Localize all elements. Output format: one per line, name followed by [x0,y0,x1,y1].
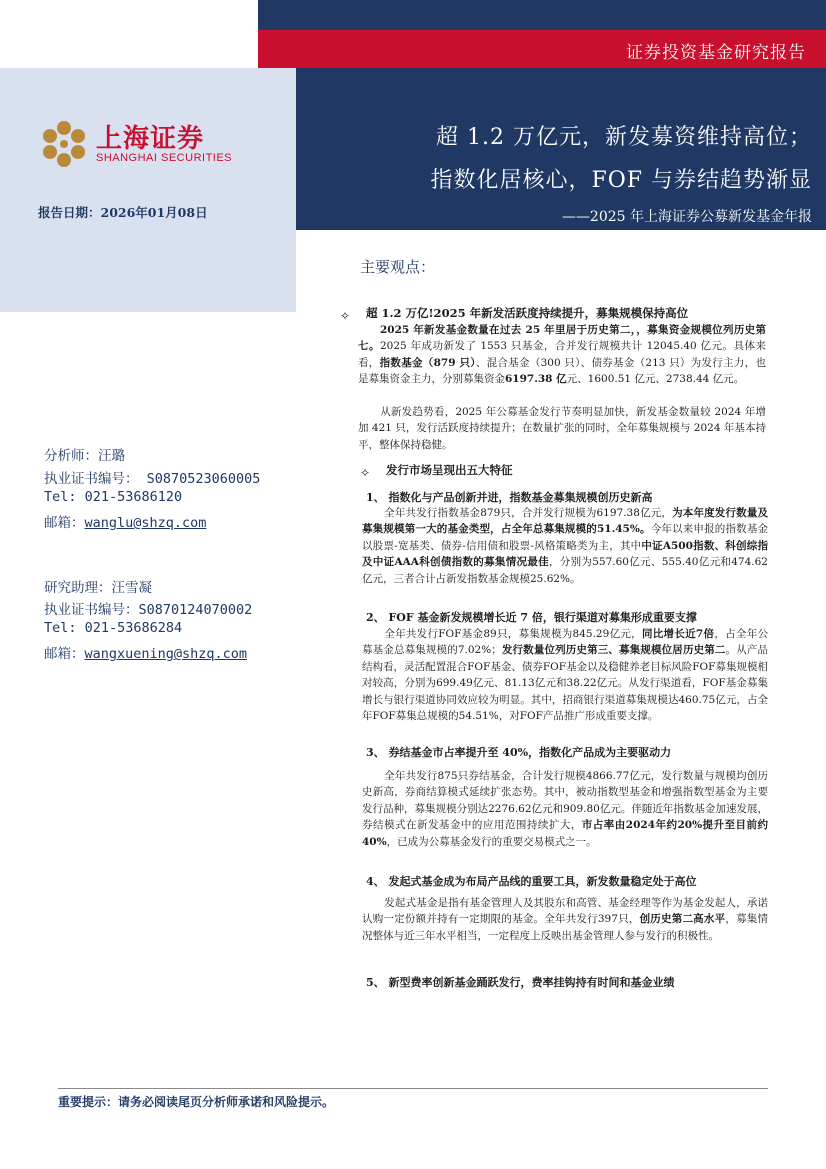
point1-p1-text2: 、混合基金（300 只）、债券基金（213 只）为发行主力，也是募集资金主力，分别募集资金 [358,356,767,386]
point1-p1-bold: 2025 年新发基金数量在过去 25 年里居于历史第二，，募集资金规模位列历史第七。 [358,324,766,353]
feature-1-text-d: 中证A500指数、科创综指及中证AAA科创债指数的募集情况最佳 [362,539,768,569]
report-title-line2: 指数化居核心，FOF 与券结趋势渐显 [430,168,812,193]
report-subtitle: ——2025 年上海证券公募新发基金年报 [561,209,812,225]
feature-3-text-c: ，已成为公募基金发行的重要交易模式之一。 [386,835,597,848]
point2-title: 发行市场呈现出五大特征 [386,463,513,477]
feature-4-heading: 4、 发起式基金成为布局产品线的重要工具，新发数量稳定处于高位 [366,875,697,888]
analyst-2-role: 研究助理：汪雪凝 [44,580,152,596]
analyst-1-role: 分析师：汪璐 [44,448,125,464]
footer-divider [58,1088,768,1089]
feature-2-text-c: ，占全年公募基金总募集规模的7.02%； [362,628,769,657]
point1-paragraph1 [358,322,766,388]
diamond-bullet-icon: ✧ [340,309,351,323]
feature-3-text-b: 市占率由2024年约20%提升至目前约40% [362,819,769,848]
analyst-2-email-link[interactable]: wangxuening@shzq.com [84,646,248,662]
feature-1-text-a: 全年共发行指数基金879只，合并发行规模为6197.38亿元， [384,507,673,519]
analyst-2-tel: Tel: 021-53686284 [44,620,183,636]
header-banner-text: 证券投资基金研究报告 [626,43,806,63]
feature-1-text-b: 为本年度发行数量及募集规模第一大的基金类型，占全年总募集规模的51.45%。 [362,507,768,536]
logo-rings-icon [40,120,88,168]
feature-3-text-a: 全年共发行875只券结基金，合计发行规模4866.77亿元，发行数量与规模均创历史新高，券商结算模式延续扩张态势。其中，被动指数型基金和增强指数型基金为主要发行品种，募集规模分别达2276.62亿元和909.80亿元。伴随近年指数基金加速发展，券结模式在新发基金中的应用范围持续扩大， [362,770,768,832]
feature-2-text-d: 发行数量位列历史第三、募集规模位居历史第二 [501,644,726,657]
report-date: 报告日期：2026年01月08日 [38,205,208,220]
feature-3-paragraph [362,768,768,850]
feature-1-heading: 1、 指数化与产品创新并进，指数基金募集规模创历史新高 [366,491,653,504]
analyst-1-tel: Tel: 021-53686120 [44,489,183,505]
point1-p1-text: 2025 年成功新发了 1553 只基金，合并发行规模共计 12045.40 亿元。具体来看， [358,340,766,369]
feature-1-text-e: ，分别为557.60亿元、555.40亿元和474.62亿元，三者合计占新发指数基金规模25.62%。 [362,556,768,585]
analyst-1-email-row [44,511,206,531]
logo-name-cn: 上海证券 [96,124,205,154]
logo [40,118,240,172]
main-heading: 主要观点： [360,258,436,276]
feature-1-text-c: 今年以来申报的指数基金以股票-宽基类、债券-信用债和股票-风格策略类为主，其中 [362,523,769,552]
point1-p2-text: 从新发趋势看，2025 年公募基金发行节奏明显加快，新发基金数量较 2024 年增加 421 只，发行活跃度持续提升；在数量扩张的同时，全年募集规模与 2024 年基本持平，整体保持稳健。 [358,406,766,451]
analyst-1-email-label: 邮箱： [44,515,85,531]
feature-1-paragraph [362,505,768,587]
analyst-1-email-link[interactable]: wanglu@shzq.com [84,515,207,531]
analyst-2-email-row [44,642,247,662]
feature-4-paragraph [362,895,768,944]
point1-paragraph2 [358,404,766,453]
feature-5-heading: 5、 新型费率创新基金踊跃发行，费率挂钩持有时间和基金业绩 [366,976,675,989]
point1-title: 超 1.2 万亿!2025 年新发活跃度持续提升，募集规模保持高位 [366,306,689,320]
feature-2-text-a: 全年共发行FOF基金89只，募集规模为845.29亿元， [384,628,642,640]
logo-name-en: SHANGHAI SECURITIES [96,152,233,164]
point1-p1-text3: 元、1600.51 亿元、2738.44 亿元。 [566,373,745,386]
feature-2-heading: 2、 FOF 基金新发规模增长近 7 倍，银行渠道对募集形成重要支撑 [366,611,697,624]
analyst-1-license: 执业证书编号： S0870523060005 [44,471,261,487]
report-title-line1: 超 1.2 万亿元，新发募资维持高位； [436,125,812,150]
feature-2-paragraph [362,626,768,724]
feature-2-text-e: 。从产品结构看，灵活配置混合FOF基金、债券FOF基金以及稳健养老目标风险FOF募集规模相对较高，分别为699.49亿元、81.13亿元和38.22亿元。从发行渠道看，FOF基金募集增长与银行渠道协同效应较为明显。其中，招商银行渠道募集规模达460.75亿元，占全年FOF募集总规模的54.51%，对FOF产品推广形成重要支撑。 [362,644,769,723]
point1-p1-bold2: 指数基金（879 只） [379,356,476,369]
feature-4-text-b: 创历史第二高水平 [639,913,726,926]
diamond-bullet-icon: ✧ [360,466,371,480]
feature-4-text-c: ，募集情况整体与近三年水平相当，一定程度上反映出基金管理人参与发行的积极性。 [362,913,769,942]
left-info-panel [0,68,296,312]
feature-2-text-b: 同比增长近7倍 [641,628,715,640]
analyst-2-email-label: 邮箱： [44,646,85,662]
footer-note: 重要提示：请务必阅读尾页分析师承诺和风险提示。 [58,1095,335,1109]
feature-3-heading: 3、 券结基金市占率提升至 40%，指数化产品成为主要驱动力 [366,746,672,759]
feature-4-text-a: 发起式基金是指有基金管理人及其股东和高管、基金经理等作为基金发起人，承诺认购一定份额并持有一定期限的基金。全年共发行397只， [362,897,768,926]
analyst-2-license: 执业证书编号：S0870124070002 [44,602,253,618]
header-top-bar [258,0,826,30]
point1-p1-bold3: 6197.38 亿 [505,373,567,386]
